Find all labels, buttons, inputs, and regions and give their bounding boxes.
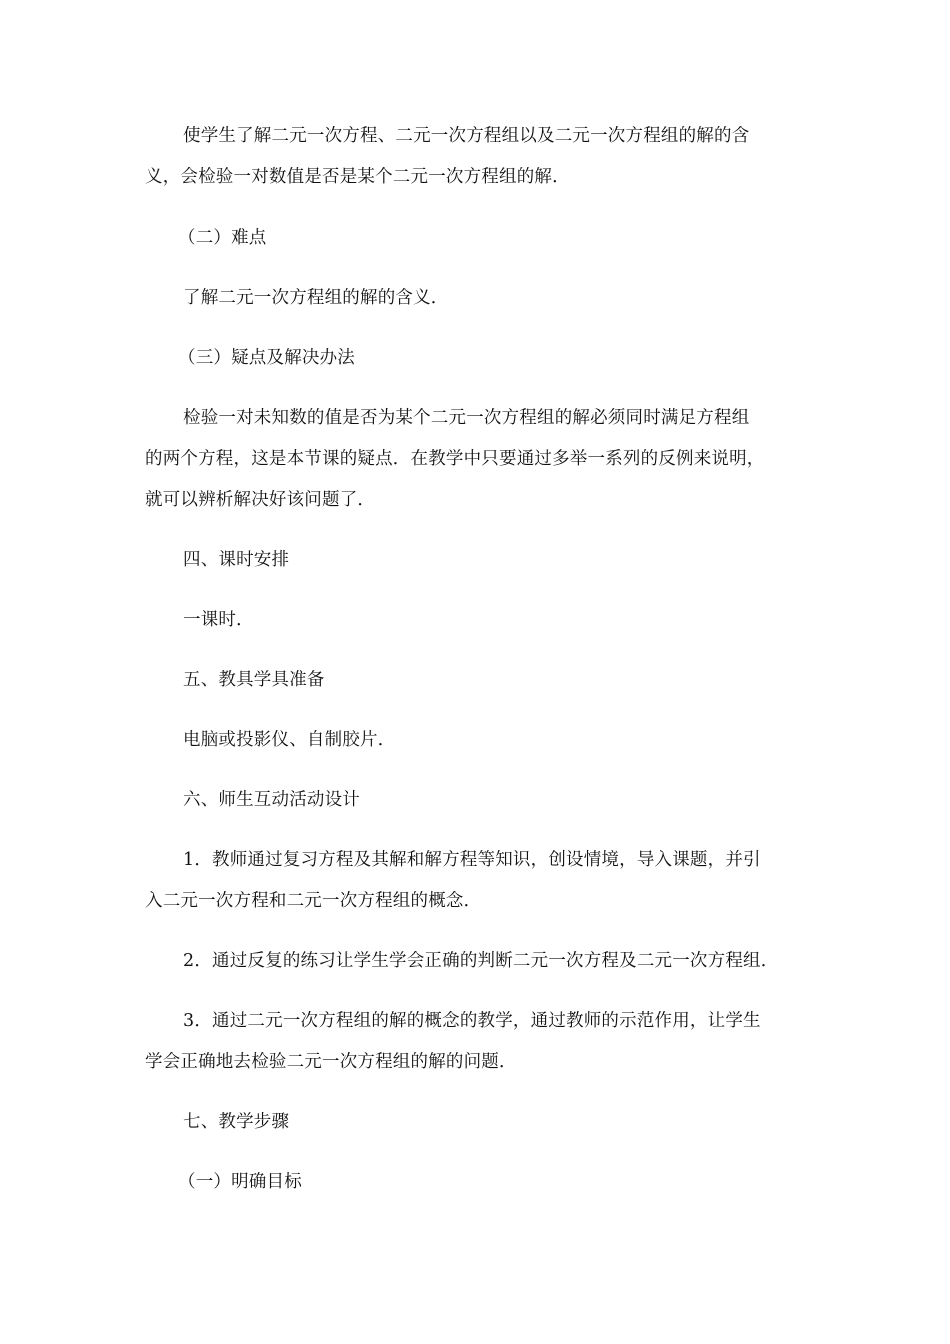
section-heading: 六、师生互动活动设计 xyxy=(183,790,360,810)
paragraph-line: 的两个方程，这是本节课的疑点．在教学中只要通过多举一系列的反例来说明， xyxy=(145,449,765,469)
paragraph-line: 2．通过反复的练习让学生学会正确的判断二元一次方程及二元一次方程组． xyxy=(183,951,779,971)
paragraph-line: 电脑或投影仪、自制胶片． xyxy=(183,730,396,750)
section-heading: （一）明确目标 xyxy=(178,1172,302,1192)
paragraph-line: 一课时． xyxy=(183,610,254,630)
paragraph-line: 3．通过二元一次方程组的解的概念的教学，通过教师的示范作用，让学生 xyxy=(183,1011,761,1031)
section-heading: 七、教学步骤 xyxy=(183,1112,290,1132)
paragraph-line: 入二元一次方程和二元一次方程组的概念． xyxy=(145,891,482,911)
paragraph-line: 检验一对未知数的值是否为某个二元一次方程组的解必须同时满足方程组 xyxy=(183,408,750,428)
section-heading: 五、教具学具准备 xyxy=(183,670,325,690)
paragraph-line: 义，会检验一对数值是否是某个二元一次方程组的解． xyxy=(145,167,570,187)
paragraph-line: 1．教师通过复习方程及其解和解方程等知识，创设情境，导入课题，并引 xyxy=(183,850,761,870)
section-heading: （三）疑点及解决办法 xyxy=(178,348,355,368)
section-heading: （二）难点 xyxy=(178,228,267,248)
paragraph-line: 了解二元一次方程组的解的含义． xyxy=(183,288,449,308)
paragraph-line: 使学生了解二元一次方程、二元一次方程组以及二元一次方程组的解的含 xyxy=(183,126,750,146)
paragraph-line: 学会正确地去检验二元一次方程组的解的问题． xyxy=(145,1052,517,1072)
section-heading: 四、课时安排 xyxy=(183,550,290,570)
paragraph-line: 就可以辨析解决好该问题了． xyxy=(145,490,376,510)
